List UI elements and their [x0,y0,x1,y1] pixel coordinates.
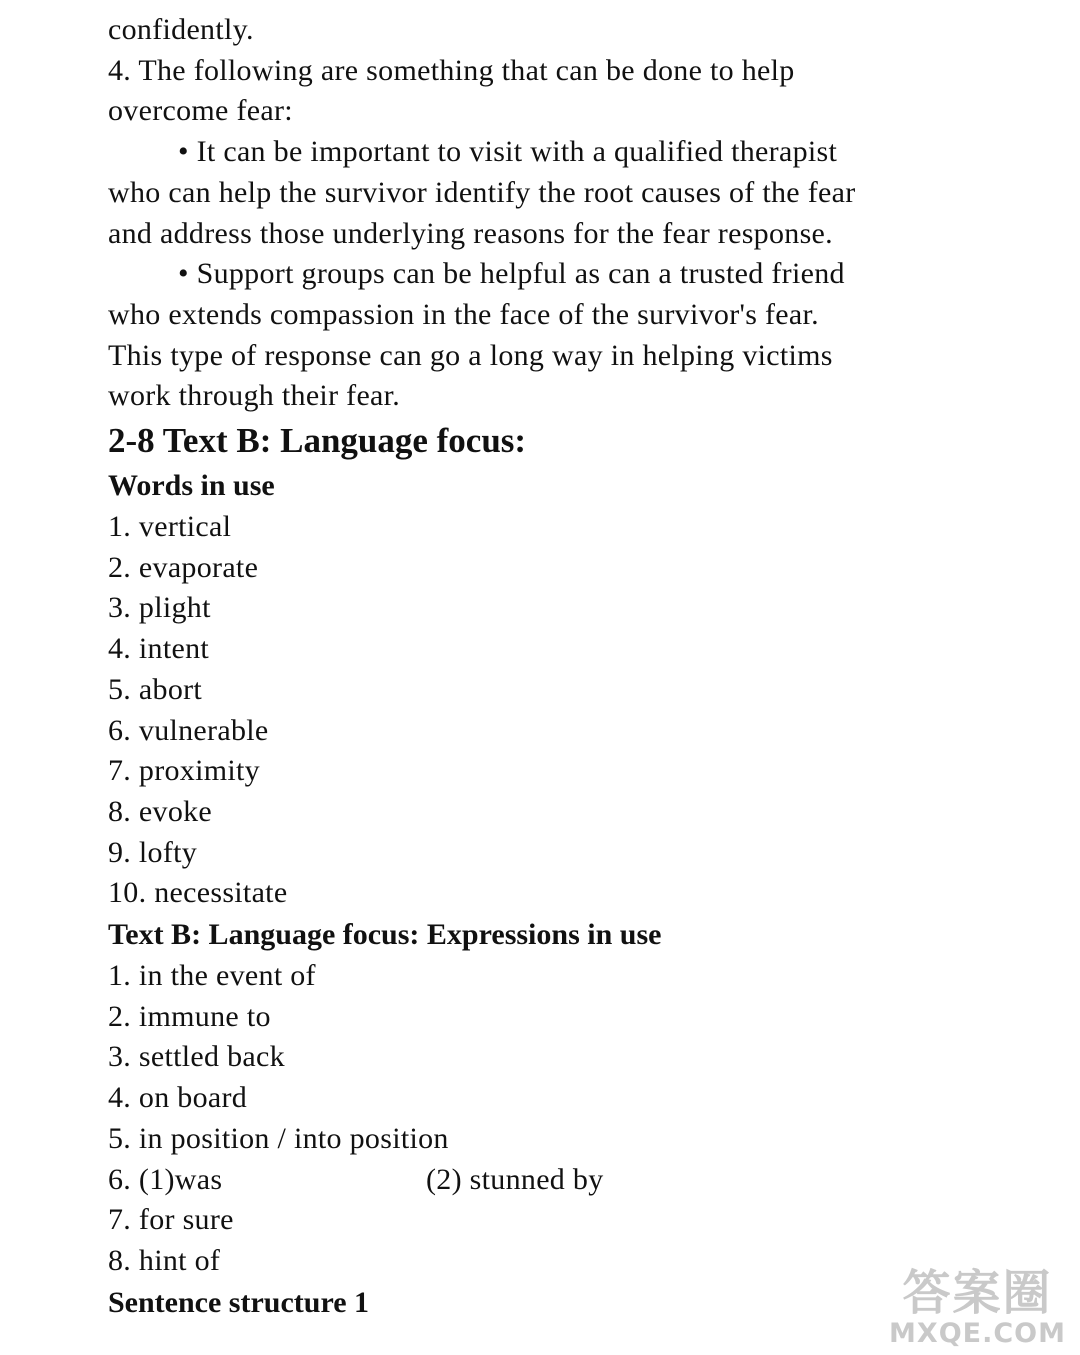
list-item: 9. lofty [108,835,198,869]
text-line: overcome fear: [108,94,293,128]
list-item [108,1160,988,1201]
list-item: 5. abort [108,672,203,706]
list-item: 5. in position / into position [108,1121,449,1155]
list-item: 8. evoke [108,794,213,828]
item-4-heading: 4. The following are something that can be done to help [108,53,795,87]
list-item: 1. vertical [108,510,232,544]
list-item: 3. plight [108,591,211,625]
document-page [108,10,988,1324]
list-item: 7. proximity [108,754,260,788]
bullet-point: • Support groups can be helpful as can a trusted friend [178,257,845,291]
words-heading: Words in use [108,469,275,503]
list-item: 7. for sure [108,1203,234,1237]
text-line: confidently. [108,13,254,46]
list-item: 8. hint of [108,1243,221,1277]
text-line: who can help the survivor identify the root causes of the fear [108,175,856,209]
list-item: 10. necessitate [108,876,288,910]
words-list [108,507,988,914]
watermark-text: 答案圈 [902,1265,1053,1321]
bullet-point: • It can be important to visit with a qualified therapist [178,135,838,169]
text-line: who extends compassion in the face of the survivor's fear. [108,297,819,331]
section-title: 2-8 Text B: Language focus: [108,421,527,461]
text-line: work through their fear. [108,379,401,413]
list-item: 2. evaporate [108,550,259,584]
text-line: This type of response can go a long way in helping victims [108,338,833,372]
list-item: 6. vulnerable [108,713,269,747]
watermark-url: MXQE.COM [889,1318,1066,1349]
text-line: and address those underlying reasons for the fear response. [108,216,833,250]
list-item: 2. immune to [108,999,271,1033]
expressions-heading: Text B: Language focus: Expressions in use [108,918,662,952]
list-item: 3. settled back [108,1040,285,1074]
sentence-structure-heading: Sentence structure 1 [108,1285,370,1319]
answer-part-2: (2) stunned by [426,1162,604,1196]
list-item: 1. in the event of [108,959,316,993]
answer-part-1: 6. (1)was [108,1162,223,1196]
watermark-logo [889,1267,1066,1349]
expressions-list [108,956,988,1282]
list-item: 4. intent [108,632,210,666]
list-item: 4. on board [108,1081,248,1115]
